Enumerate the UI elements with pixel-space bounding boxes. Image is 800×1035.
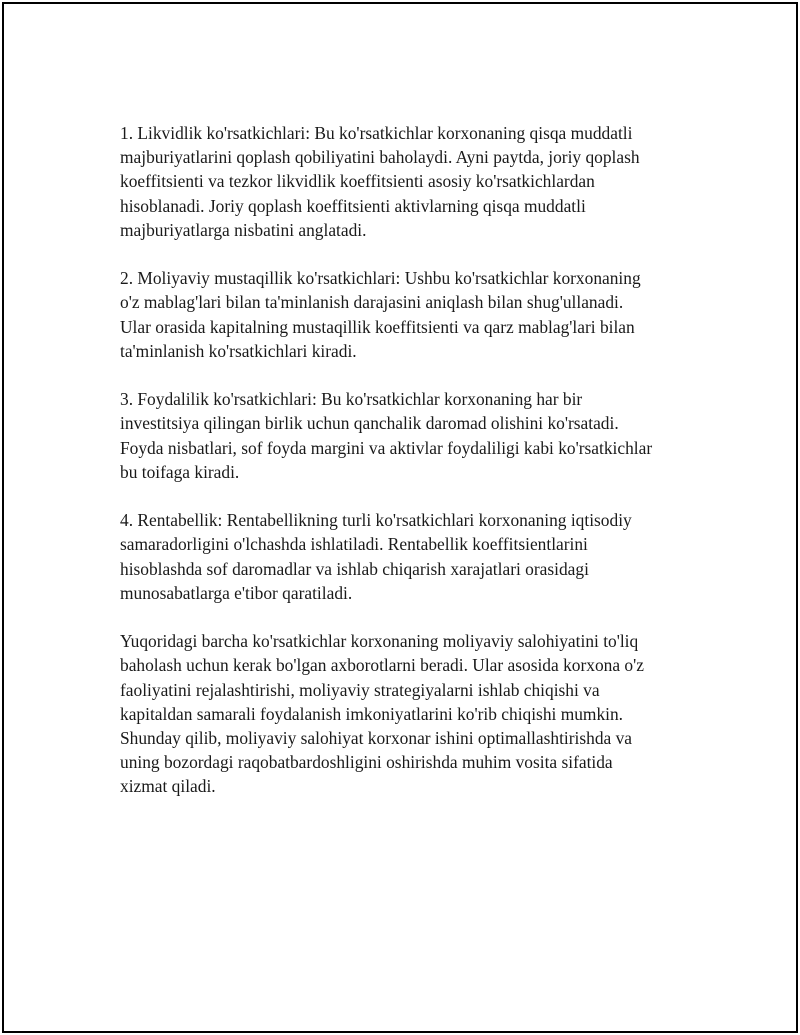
text-line: Shunday qilib, moliyaviy salohiyat korxonar ishini optimallashtirishda va (120, 728, 632, 749)
text-line: 3. Foydalilik ko'rsatkichlari: Bu ko'rsatkichlar korxonaning har bir (120, 389, 583, 410)
paragraph-profitability (120, 387, 700, 484)
text-line: Yuqoridagi barcha ko'rsatkichlar korxonaning moliyaviy salohiyatini to'liq (120, 631, 639, 652)
text-line: 4. Rentabellik: Rentabellikning turli ko'rsatkichlari korxonaning iqtisodiy (120, 510, 632, 531)
text-line: investitsiya qilingan birlik uchun qanchalik daromad olishini ko'rsatadi. (120, 413, 619, 434)
text-line: Foyda nisbatlari, sof foyda margini va aktivlar foydaliligi kabi ko'rsatkichlar (120, 437, 653, 458)
text-line: majburiyatlarini qoplash qobiliyatini baholaydi. Ayni paytda, joriy qoplash (120, 147, 640, 168)
text-line: baholash uchun kerak bo'lgan axborotlarni beradi. Ular asosida korxona o'z (120, 655, 644, 676)
text-line: 1. Likvidlik ko'rsatkichlari: Bu ko'rsatkichlar korxonaning qisqa muddatli (120, 123, 633, 143)
text-line: o'z mablag'lari bilan ta'minlanish darajasini aniqlash bilan shug'ullanadi. (120, 292, 624, 313)
text-line: kapitaldan samarali foydalanish imkoniyatlarini ko'rib chiqishi mumkin. (120, 703, 624, 724)
text-line: samaradorligini o'lchashda ishlatiladi. Rentabellik koeffitsientlarini (120, 534, 588, 555)
text-line: faoliyatini rejalashtirishi, moliyaviy strategiyalarni ishlab chiqishi va (120, 679, 600, 700)
paragraph-conclusion (120, 629, 700, 798)
text-line: hisoblashda sof daromadlar va ishlab chiqarish xarajatlari orasidagi (120, 558, 589, 579)
text-line: hisoblanadi. Joriy qoplash koeffitsienti aktivlarning qisqa muddatli (120, 195, 586, 216)
text-line: Ular orasida kapitalning mustaqillik koeffitsienti va qarz mablag'lari bilan (120, 316, 635, 337)
paragraph-liquidity (120, 121, 700, 242)
text-line: uning bozordagi raqobatbardoshligini oshirishda muhim vosita sifatida (120, 752, 613, 773)
text-line: bu toifaga kiradi. (120, 461, 240, 482)
text-line: 2. Moliyaviy mustaqillik ko'rsatkichlari: Ushbu ko'rsatkichlar korxonaning (120, 268, 641, 289)
document-body (120, 121, 700, 823)
text-line: ta'minlanish ko'rsatkichlari kiradi. (120, 340, 357, 361)
paragraph-financial-independence (120, 266, 700, 363)
text-line: majburiyatlarga nisbatini anglatadi. (120, 219, 367, 240)
text-line: munosabatlarga e'tibor qaratiladi. (120, 582, 353, 603)
text-line: koeffitsienti va tezkor likvidlik koeffitsienti asosiy ko'rsatkichlardan (120, 171, 595, 192)
document-page (2, 2, 798, 1033)
text-line: xizmat qiladi. (120, 776, 216, 797)
paragraph-rentability (120, 508, 700, 605)
